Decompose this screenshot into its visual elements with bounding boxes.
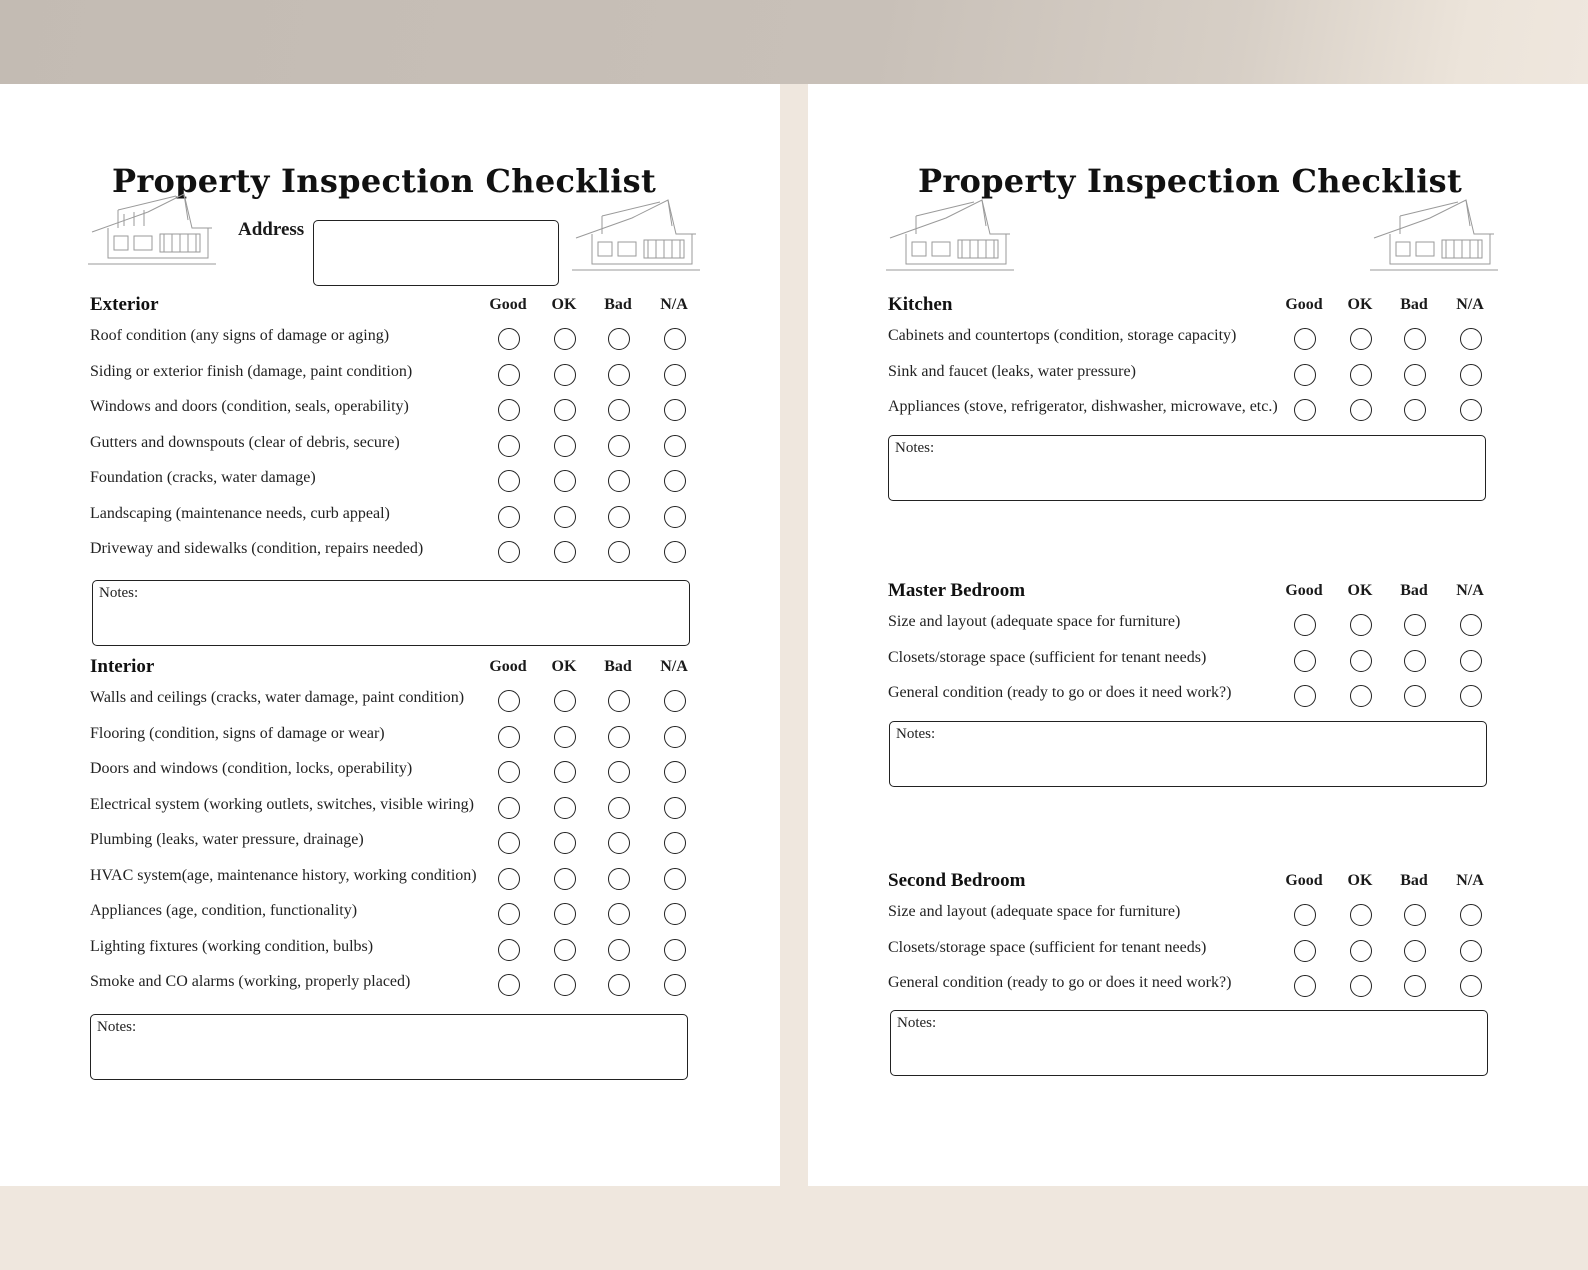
item-label: Foundation (cracks, water damage) (90, 469, 316, 486)
checklist-row (808, 684, 1588, 714)
radio-good-icon[interactable] (498, 868, 520, 890)
checklist-row (808, 613, 1588, 643)
radio-ok-icon[interactable] (1350, 364, 1372, 386)
notes-field[interactable] (92, 580, 690, 646)
radio-bad-icon[interactable] (1404, 650, 1426, 672)
radio-na-icon[interactable] (664, 868, 686, 890)
item-label: Size and layout (adequate space for furniture) (888, 613, 1181, 630)
item-label: Electrical system (working outlets, switches, visible wiring) (90, 795, 474, 813)
section-title: Second Bedroom (888, 870, 1026, 891)
radio-bad-icon[interactable] (608, 868, 630, 890)
column-header: OK (551, 296, 577, 313)
radio-na-icon[interactable] (1460, 975, 1482, 997)
page-title: Property Inspection Checklist (917, 162, 1463, 200)
item-label: Closets/storage space (sufficient for tenant needs) (888, 648, 1207, 666)
radio-na-icon[interactable] (1460, 940, 1482, 962)
radio-na-icon[interactable] (664, 506, 686, 528)
house-sketch-icon (88, 184, 216, 268)
checklist-row (808, 939, 1588, 969)
checklist-row (0, 398, 780, 428)
radio-bad-icon[interactable] (608, 541, 630, 563)
checklist-row (0, 327, 780, 357)
radio-ok-icon[interactable] (1350, 614, 1372, 636)
item-label: Windows and doors (condition, seals, operability) (90, 398, 409, 415)
radio-bad-icon[interactable] (608, 435, 630, 457)
item-label: Closets/storage space (sufficient for tenant needs) (888, 938, 1207, 956)
radio-good-icon[interactable] (1294, 399, 1316, 421)
checklist-row (0, 831, 780, 861)
radio-ok-icon[interactable] (1350, 399, 1372, 421)
column-header: Bad (604, 296, 632, 313)
item-label: Smoke and CO alarms (working, properly placed) (90, 973, 411, 990)
radio-ok-icon[interactable] (554, 868, 576, 890)
radio-ok-icon[interactable] (554, 726, 576, 748)
checklist-row (808, 363, 1588, 393)
radio-bad-icon[interactable] (608, 726, 630, 748)
radio-na-icon[interactable] (664, 435, 686, 457)
radio-ok-icon[interactable] (554, 541, 576, 563)
radio-ok-icon[interactable] (1350, 940, 1372, 962)
item-label: Landscaping (maintenance needs, curb appeal) (90, 504, 390, 522)
radio-bad-icon[interactable] (1404, 685, 1426, 707)
radio-na-icon[interactable] (1460, 685, 1482, 707)
notes-field[interactable] (888, 435, 1486, 501)
radio-na-icon[interactable] (1460, 399, 1482, 421)
notes-label: Notes: (99, 585, 139, 601)
notes-label: Notes: (895, 440, 935, 456)
radio-na-icon[interactable] (1460, 364, 1482, 386)
radio-good-icon[interactable] (1294, 904, 1316, 926)
radio-na-icon[interactable] (1460, 614, 1482, 636)
radio-ok-icon[interactable] (554, 399, 576, 421)
checklist-row (0, 469, 780, 499)
checklist-page-right (808, 84, 1588, 1186)
radio-na-icon[interactable] (664, 364, 686, 386)
column-header: OK (1347, 872, 1373, 889)
checklist-row (808, 903, 1588, 933)
section-title: Interior (90, 656, 155, 677)
radio-na-icon[interactable] (664, 797, 686, 819)
column-header: Bad (1400, 582, 1428, 599)
backdrop (0, 0, 1588, 84)
radio-na-icon[interactable] (664, 541, 686, 563)
radio-bad-icon[interactable] (608, 399, 630, 421)
notes-field[interactable] (889, 721, 1487, 787)
checklist-row (0, 867, 780, 897)
section-title: Kitchen (888, 294, 953, 315)
radio-good-icon[interactable] (1294, 685, 1316, 707)
radio-good-icon[interactable] (1294, 975, 1316, 997)
radio-na-icon[interactable] (664, 399, 686, 421)
checklist-row (0, 973, 780, 1003)
column-header: Bad (1400, 872, 1428, 889)
column-header: Bad (1400, 296, 1428, 313)
radio-ok-icon[interactable] (1350, 328, 1372, 350)
checklist-row (0, 902, 780, 932)
notes-label: Notes: (896, 726, 936, 742)
radio-ok-icon[interactable] (554, 470, 576, 492)
house-sketch-icon (572, 190, 700, 274)
address-label: Address (238, 219, 305, 240)
item-label: Driveway and sidewalks (condition, repairs needed) (90, 540, 424, 557)
radio-bad-icon[interactable] (608, 328, 630, 350)
radio-ok-icon[interactable] (1350, 904, 1372, 926)
radio-ok-icon[interactable] (554, 506, 576, 528)
radio-ok-icon[interactable] (554, 690, 576, 712)
column-header: N/A (1456, 582, 1484, 599)
column-header: Good (489, 658, 527, 675)
column-header: OK (1347, 296, 1373, 313)
column-header: OK (1347, 582, 1373, 599)
radio-ok-icon[interactable] (554, 328, 576, 350)
radio-ok-icon[interactable] (554, 797, 576, 819)
radio-good-icon[interactable] (498, 797, 520, 819)
radio-bad-icon[interactable] (1404, 364, 1426, 386)
radio-bad-icon[interactable] (1404, 940, 1426, 962)
radio-good-icon[interactable] (1294, 364, 1316, 386)
radio-good-icon[interactable] (498, 435, 520, 457)
notes-field[interactable] (890, 1010, 1488, 1076)
column-header: N/A (1456, 872, 1484, 889)
radio-ok-icon[interactable] (554, 364, 576, 386)
radio-good-icon[interactable] (498, 506, 520, 528)
checklist-row (0, 505, 780, 535)
column-header: Good (489, 296, 527, 313)
column-header: N/A (660, 658, 688, 675)
checklist-row (0, 760, 780, 790)
checklist-row (808, 649, 1588, 679)
item-label: Plumbing (leaks, water pressure, drainage) (90, 831, 364, 848)
radio-good-icon[interactable] (498, 832, 520, 854)
checklist-row (0, 796, 780, 826)
page-title: Property Inspection Checklist (111, 162, 657, 200)
column-header: N/A (660, 296, 688, 313)
checklist-row (808, 327, 1588, 357)
radio-na-icon[interactable] (664, 726, 686, 748)
column-header: OK (551, 658, 577, 675)
checklist-page-left (0, 84, 780, 1186)
radio-na-icon[interactable] (1460, 904, 1482, 926)
radio-bad-icon[interactable] (608, 832, 630, 854)
radio-bad-icon[interactable] (1404, 975, 1426, 997)
radio-na-icon[interactable] (1460, 650, 1482, 672)
radio-ok-icon[interactable] (554, 435, 576, 457)
section-title: Exterior (90, 294, 159, 315)
radio-bad-icon[interactable] (608, 974, 630, 996)
column-header: Good (1285, 872, 1323, 889)
radio-good-icon[interactable] (498, 399, 520, 421)
radio-na-icon[interactable] (664, 690, 686, 712)
checklist-row (0, 725, 780, 755)
radio-na-icon[interactable] (664, 974, 686, 996)
radio-good-icon[interactable] (498, 470, 520, 492)
radio-bad-icon[interactable] (1404, 904, 1426, 926)
item-label: Appliances (stove, refrigerator, dishwasher, microwave, etc.) (888, 398, 1278, 415)
radio-bad-icon[interactable] (1404, 328, 1426, 350)
item-label: Size and layout (adequate space for furniture) (888, 903, 1181, 920)
radio-na-icon[interactable] (664, 761, 686, 783)
radio-bad-icon[interactable] (1404, 614, 1426, 636)
radio-good-icon[interactable] (498, 690, 520, 712)
item-label: Walls and ceilings (cracks, water damage, paint condition) (90, 689, 465, 706)
item-label: General condition (ready to go or does it need work?) (888, 974, 1232, 991)
radio-ok-icon[interactable] (554, 974, 576, 996)
checklist-row (0, 434, 780, 464)
radio-good-icon[interactable] (498, 903, 520, 925)
radio-good-icon[interactable] (498, 939, 520, 961)
item-label: Siding or exterior finish (damage, paint condition) (90, 362, 413, 380)
radio-bad-icon[interactable] (608, 690, 630, 712)
item-label: Doors and windows (condition, locks, operability) (90, 760, 413, 777)
checklist-row (0, 363, 780, 393)
notes-field[interactable] (90, 1014, 688, 1080)
radio-bad-icon[interactable] (608, 797, 630, 819)
checklist-row (0, 689, 780, 719)
radio-ok-icon[interactable] (554, 761, 576, 783)
item-label: General condition (ready to go or does it need work?) (888, 684, 1232, 701)
checklist-row (0, 540, 780, 570)
radio-good-icon[interactable] (1294, 940, 1316, 962)
item-label: HVAC system(age, maintenance history, working condition) (90, 866, 477, 884)
radio-bad-icon[interactable] (608, 761, 630, 783)
column-header: N/A (1456, 296, 1484, 313)
address-field[interactable] (313, 220, 559, 286)
radio-good-icon[interactable] (498, 974, 520, 996)
radio-bad-icon[interactable] (608, 470, 630, 492)
item-label: Cabinets and countertops (condition, storage capacity) (888, 327, 1237, 344)
checklist-row (0, 938, 780, 968)
radio-bad-icon[interactable] (1404, 399, 1426, 421)
item-label: Roof condition (any signs of damage or aging) (90, 327, 390, 344)
radio-good-icon[interactable] (1294, 328, 1316, 350)
notes-label: Notes: (897, 1015, 937, 1031)
radio-bad-icon[interactable] (608, 506, 630, 528)
item-label: Lighting fixtures (working condition, bulbs) (90, 937, 374, 955)
radio-good-icon[interactable] (498, 726, 520, 748)
radio-good-icon[interactable] (498, 328, 520, 350)
notes-label: Notes: (97, 1019, 137, 1035)
section-title: Master Bedroom (888, 580, 1026, 601)
checklist-row (808, 398, 1588, 428)
item-label: Sink and faucet (leaks, water pressure) (888, 362, 1136, 380)
radio-na-icon[interactable] (664, 328, 686, 350)
radio-good-icon[interactable] (498, 541, 520, 563)
house-sketch-icon (886, 190, 1014, 274)
radio-ok-icon[interactable] (1350, 650, 1372, 672)
radio-good-icon[interactable] (498, 364, 520, 386)
item-label: Appliances (age, condition, functionality) (90, 902, 358, 919)
radio-bad-icon[interactable] (608, 903, 630, 925)
radio-na-icon[interactable] (664, 903, 686, 925)
column-header: Bad (604, 658, 632, 675)
radio-good-icon[interactable] (1294, 650, 1316, 672)
radio-na-icon[interactable] (664, 832, 686, 854)
radio-good-icon[interactable] (498, 761, 520, 783)
radio-na-icon[interactable] (664, 470, 686, 492)
column-header: Good (1285, 296, 1323, 313)
house-sketch-icon (1370, 190, 1498, 274)
checklist-row (808, 974, 1588, 1004)
column-header: Good (1285, 582, 1323, 599)
radio-good-icon[interactable] (1294, 614, 1316, 636)
radio-na-icon[interactable] (664, 939, 686, 961)
radio-bad-icon[interactable] (608, 939, 630, 961)
radio-na-icon[interactable] (1460, 328, 1482, 350)
radio-ok-icon[interactable] (554, 903, 576, 925)
radio-ok-icon[interactable] (1350, 975, 1372, 997)
item-label: Gutters and downspouts (clear of debris, secure) (90, 433, 400, 451)
radio-ok-icon[interactable] (554, 939, 576, 961)
radio-ok-icon[interactable] (554, 832, 576, 854)
radio-bad-icon[interactable] (608, 364, 630, 386)
radio-ok-icon[interactable] (1350, 685, 1372, 707)
item-label: Flooring (condition, signs of damage or wear) (90, 724, 385, 742)
